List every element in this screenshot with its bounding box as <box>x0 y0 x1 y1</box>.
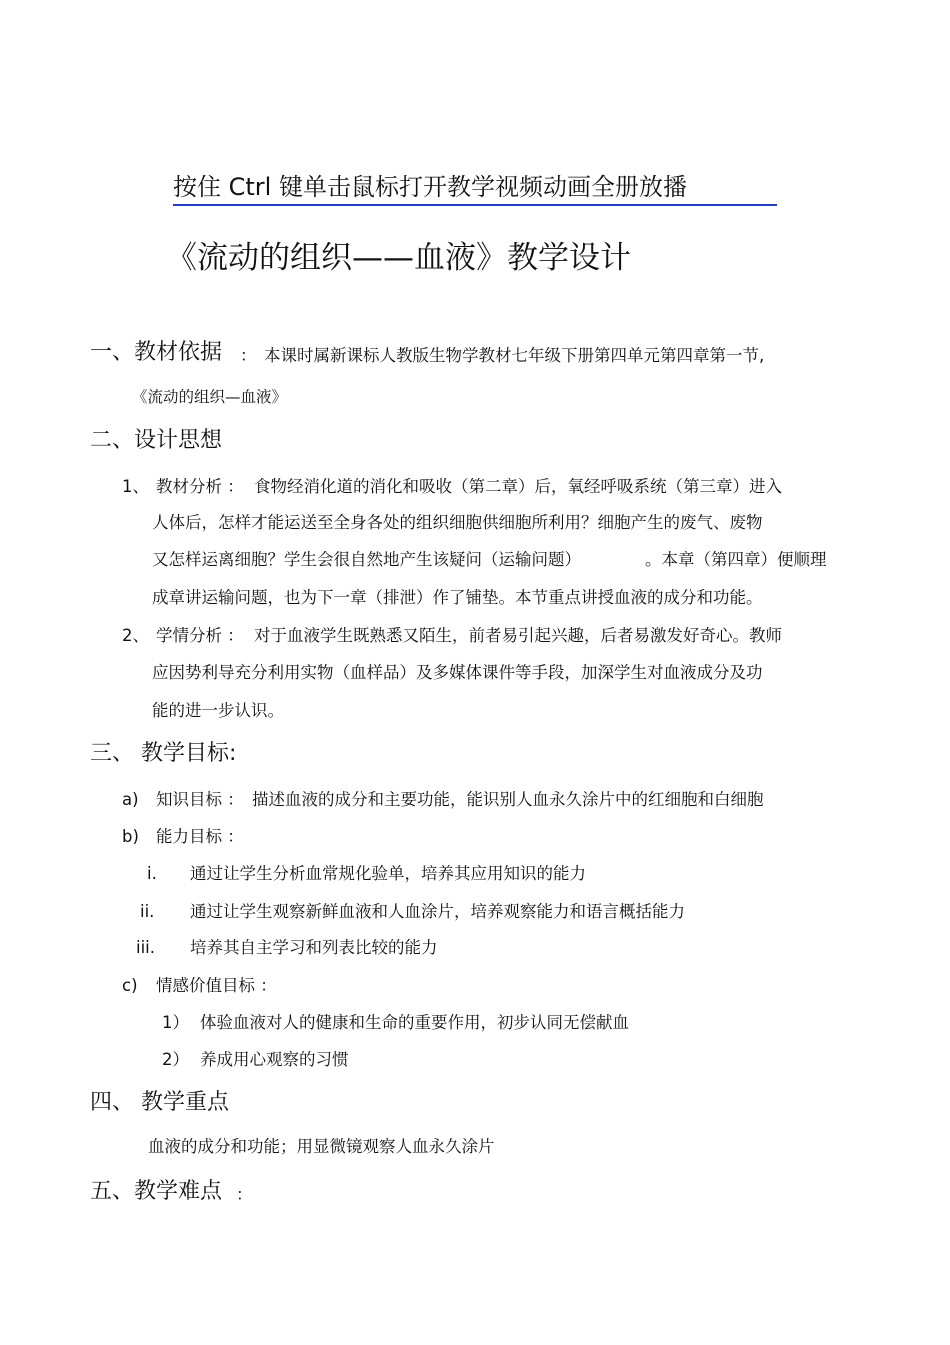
goal-b-item-text: 通过让学生观察新鲜血液和人血涂片，培养观察能力和语言概括能力 <box>190 902 685 921</box>
video-link[interactable]: 按住 Ctrl 键单击鼠标打开教学视频动画全册放播 <box>173 172 777 206</box>
goal-c-label: 情感价值目标 ： <box>156 976 277 995</box>
section-5-heading: 五、教学难点 <box>90 1179 223 1204</box>
item-1-number: 1、 <box>122 477 149 496</box>
section-5-colon: ： <box>236 1185 253 1204</box>
section-4-heading: 四、 教学重点 <box>90 1090 229 1115</box>
goal-b-marker: b) <box>122 827 139 846</box>
goal-c-item-text: 体验血液对人的健康和生命的重要作用，初步认同无偿献血 <box>200 1013 629 1032</box>
item-1-line: 。本章（第四章）便顺理 <box>645 550 827 569</box>
section-1-colon: ： <box>240 346 257 365</box>
item-2-number: 2、 <box>122 626 149 645</box>
goal-c-item-marker: 2） <box>162 1050 189 1069</box>
item-1-line: 食物经消化道的消化和吸收（第二章）后，氧经呼吸系统（第三章）进入 <box>254 477 782 496</box>
goal-a-marker: a) <box>122 790 139 809</box>
goal-c-item-marker: 1） <box>162 1013 189 1032</box>
item-1-line: 成章讲运输问题，也为下一章（排泄）作了铺垫。本节重点讲授血液的成分和功能。 <box>152 588 763 607</box>
goal-b-item-text: 通过让学生分析血常规化验单，培养其应用知识的能力 <box>190 864 586 883</box>
section-1-heading: 一、教材依据 <box>90 340 223 365</box>
document-title: 《流动的组织——血液》教学设计 <box>166 240 631 276</box>
goal-b-item-marker: i. <box>147 864 157 883</box>
section-1-text: 本课时属新课标人教版生物学教材七年级下册第四单元第四章第一节, <box>264 346 765 365</box>
item-2-line: 对于血液学生既熟悉又陌生，前者易引起兴趣，后者易激发好奇心。教师 <box>254 626 782 645</box>
section-1-text-cont: 《流动的组织—血液》 <box>132 388 288 406</box>
goal-b-item-marker: iii. <box>136 938 155 957</box>
item-2-line: 应因势利导充分利用实物（血样品）及多媒体课件等手段，加深学生对血液成分及功 <box>152 663 763 682</box>
goal-a-label: 知识目标 ： <box>156 790 244 809</box>
goal-c-marker: c) <box>122 976 138 995</box>
section-3-heading: 三、 教学目标: <box>90 741 237 766</box>
goal-c-item-text: 养成用心观察的习惯 <box>200 1050 349 1069</box>
item-2-line: 能的进一步认识。 <box>152 701 284 720</box>
goal-b-item-marker: ii. <box>140 902 155 921</box>
goal-b-label: 能力目标 ： <box>156 827 244 846</box>
section-2-heading: 二、设计思想 <box>90 428 223 453</box>
goal-b-item-text: 培养其自主学习和列表比较的能力 <box>190 938 438 957</box>
item-1-line: 又怎样运离细胞？学生会很自然地产生该疑问（运输问题） <box>152 550 581 569</box>
goal-a-text: 描述血液的成分和主要功能，能识别人血永久涂片中的红细胞和白细胞 <box>252 790 764 809</box>
item-1-label: 教材分析 ： <box>156 477 244 496</box>
item-2-label: 学情分析 ： <box>156 626 244 645</box>
section-4-text: 血液的成分和功能；用显微镜观察人血永久涂片 <box>148 1137 495 1156</box>
item-1-line: 人体后，怎样才能运送至全身各处的组织细胞供细胞所利用？细胞产生的废气、废物 <box>152 513 763 532</box>
